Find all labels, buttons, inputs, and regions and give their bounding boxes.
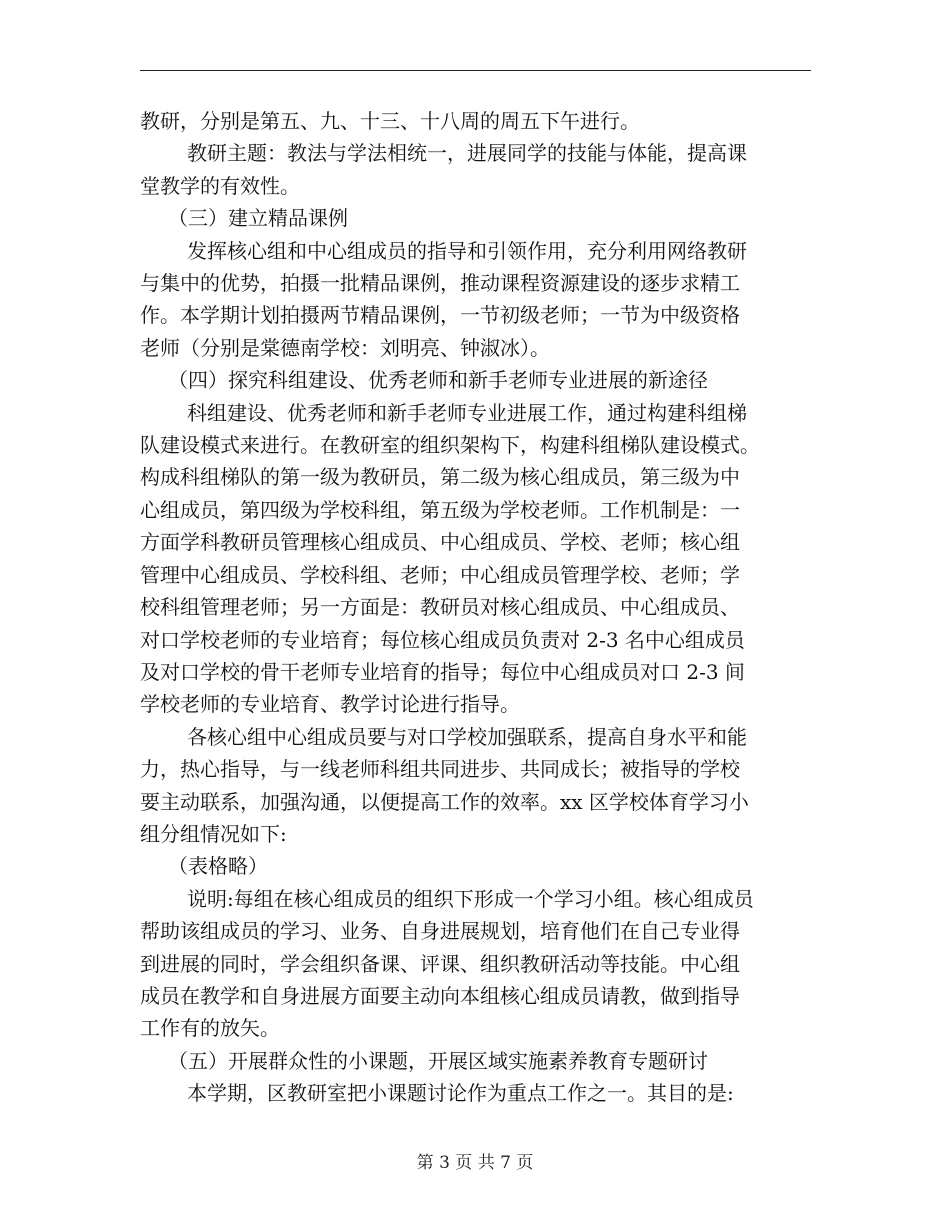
- page-footer: 第 3 页 共 7 页: [416, 1153, 534, 1173]
- text-line: 学校老师的专业培育、教学讨论进行指导。: [140, 692, 520, 717]
- text-line: 发挥核心组和中心组成员的指导和引领作用，充分利用网络教研: [187, 238, 747, 263]
- text-line: 力，热心指导，与一线老师科组共同进步、共同成长；被指导的学校: [140, 757, 740, 782]
- text-line: 各核心组中心组成员要与对口学校加强联系，提高自身水平和能: [187, 724, 747, 749]
- text-line: 及对口学校的骨干老师专业培育的指导；每位中心组成员对口 2-3 间: [140, 659, 745, 684]
- text-line: 到进展的同时，学会组织备课、评课、组织教研活动等技能。中心组: [140, 951, 740, 976]
- text-line: 校科组管理老师；另一方面是：教研员对核心组成员、中心组成员、: [140, 595, 740, 620]
- text-line: 组分组情况如下:: [140, 821, 287, 846]
- text-line: 科组建设、优秀老师和新手老师专业进展工作，通过构建科组梯: [187, 400, 747, 425]
- text-line: 对口学校老师的专业培育；每位核心组成员负责对 2-3 名中心组成员: [140, 627, 745, 652]
- text-line: （三）建立精品课例: [168, 206, 348, 231]
- text-line: 要主动联系，加强沟通，以便提高工作的效率。xx 区学校体育学习小: [140, 789, 749, 814]
- text-line: 教研，分别是第五、九、十三、十八周的周五下午进行。: [140, 109, 640, 133]
- text-line: 方面学科教研员管理核心组成员、中心组成员、学校、老师；核心组: [140, 530, 740, 555]
- text-line: 构成科组梯队的第一级为教研员，第二级为核心组成员，第三级为中: [140, 465, 740, 490]
- text-line: （表格略）: [168, 854, 268, 879]
- text-line: 心组成员，第四级为学校科组，第五级为学校老师。工作机制是：一: [140, 497, 740, 522]
- text-line: 帮助该组成员的学习、业务、自身进展规划，培育他们在自己专业得: [140, 919, 740, 944]
- text-line: 管理中心组成员、学校科组、老师；中心组成员管理学校、老师；学: [140, 562, 740, 587]
- header-rule: [140, 70, 811, 71]
- text-line: 教研主题：教法与学法相统一，进展同学的技能与体能，提高课: [187, 141, 747, 166]
- text-line: 本学期，区教研室把小课题讨论作为重点工作之一。其目的是:: [187, 1081, 734, 1106]
- text-line: 成员在教学和自身进展方面要主动向本组核心组成员请教，做到指导: [140, 983, 740, 1008]
- text-line: 堂教学的有效性。: [140, 173, 300, 198]
- text-line: （五）开展群众性的小课题，开展区域实施素养教育专题研讨: [168, 1048, 708, 1073]
- document-body: [140, 105, 812, 1110]
- text-line: 队建设模式来进行。在教研室的组织架构下，构建科组梯队建设模式。: [140, 433, 760, 458]
- text-line: 与集中的优势，拍摄一批精品课例，推动课程资源建设的逐步求精工: [140, 271, 740, 296]
- text-line: 作。本学期计划拍摄两节精品课例，一节初级老师；一节为中级资格: [140, 303, 740, 328]
- text-line: 老师（分别是棠德南学校：刘明亮、钟淑冰）。: [140, 335, 550, 360]
- text-line: 说明:每组在核心组成员的组织下形成一个学习小组。核心组成员: [187, 886, 754, 911]
- text-line: （四）探究科组建设、优秀老师和新手老师专业进展的新途径: [168, 368, 708, 393]
- text-line: 工作有的放矢。: [140, 1016, 280, 1041]
